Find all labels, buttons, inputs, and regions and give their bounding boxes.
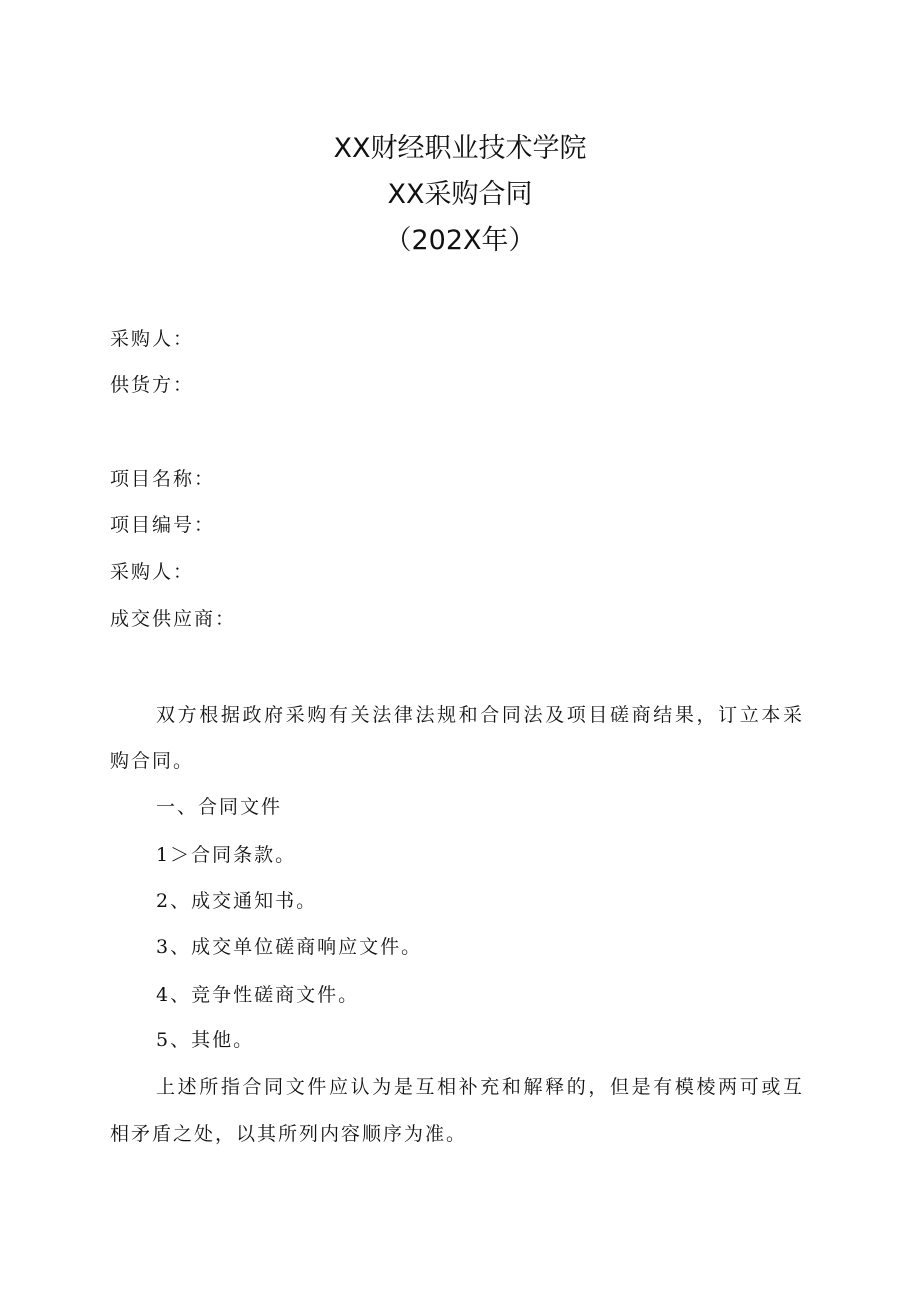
supplier-label: 供货方： <box>110 374 195 396</box>
list-item: 1＞合同条款。 <box>156 844 297 866</box>
list-item: 5、其他。 <box>156 1029 255 1051</box>
list-item: 3、成交单位磋商响应文件。 <box>156 936 423 958</box>
project-purchaser-label: 采购人： <box>110 561 195 583</box>
institution-title: XX财经职业技术学院 <box>333 133 587 164</box>
contract-year: （202X年） <box>384 225 536 256</box>
closing-paragraph-line2: 相矛盾之处，以其所列内容顺序为准。 <box>110 1123 468 1145</box>
vendor-label: 成交供应商： <box>110 608 237 630</box>
intro-paragraph-line1: 双方根据政府采购有关法律法规和合同法及项目磋商结果，订立本采 <box>156 704 804 726</box>
contract-title: XX采购合同 <box>387 179 533 210</box>
purchaser-label: 采购人： <box>110 328 195 350</box>
section-heading: 一、合同文件 <box>156 796 283 818</box>
list-item: 4、竞争性磋商文件。 <box>156 984 360 1006</box>
closing-paragraph-line1: 上述所指合同文件应认为是互相补充和解释的，但是有模棱两可或互 <box>156 1076 804 1098</box>
intro-paragraph-line2: 购合同。 <box>110 750 195 772</box>
project-number-label: 项目编号： <box>110 514 216 536</box>
project-name-label: 项目名称： <box>110 468 216 490</box>
list-item: 2、成交通知书。 <box>156 890 318 912</box>
document-title <box>0 126 920 264</box>
